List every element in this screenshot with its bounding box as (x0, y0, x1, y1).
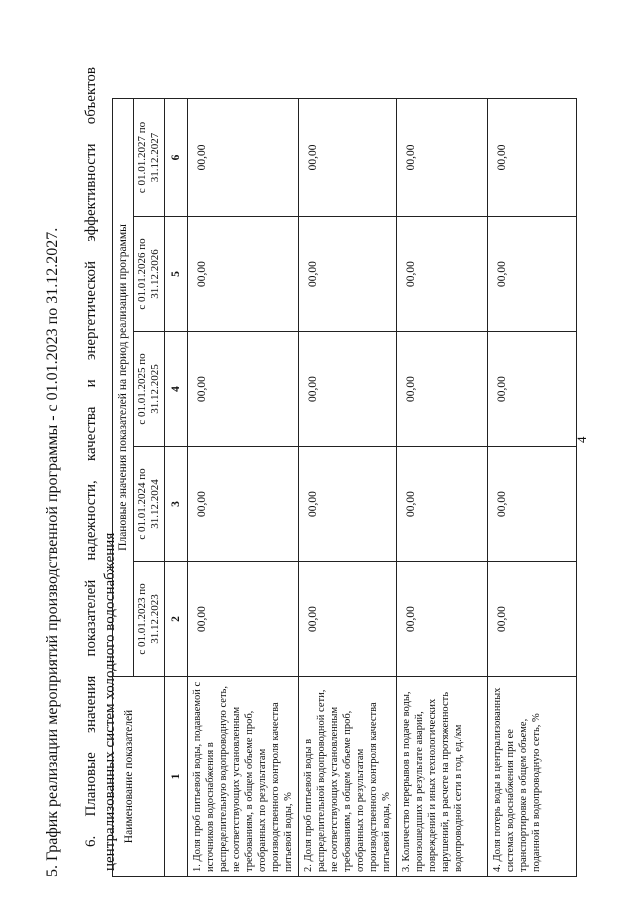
indicator-value: 00,00 (299, 332, 397, 447)
indicator-value: 00,00 (488, 98, 577, 216)
section-6-line-1 (82, 67, 101, 847)
section-5-title: 5. График реализации мероприятий производственной программы - с 01.01.2023 по 31.12.2027. (44, 227, 61, 877)
header-period: с 01.01.2026 по 31.12.2026 (134, 217, 165, 332)
header-period: с 01.01.2024 по 31.12.2024 (134, 447, 165, 562)
section-6-word: эффективности (83, 143, 99, 242)
column-number: 3 (165, 447, 188, 562)
header-period: с 01.01.2023 по 31.12.2023 (134, 562, 165, 677)
indicator-value: 00,00 (488, 562, 577, 677)
indicator-value: 00,00 (188, 332, 299, 447)
column-number: 5 (165, 217, 188, 332)
section-6-word: энергетической (83, 260, 99, 361)
header-planned-values: Плановые значения показателей на период реализации программы (113, 98, 134, 676)
section-6-word: надежности, (83, 480, 99, 561)
section-6-word: показателей (83, 579, 99, 657)
header-period: с 01.01.2027 по 31.12.2027 (134, 98, 165, 216)
indicator-value: 00,00 (397, 332, 488, 447)
indicator-value: 00,00 (299, 217, 397, 332)
column-number-row (165, 98, 188, 876)
column-number: 2 (165, 562, 188, 677)
indicator-value: 00,00 (397, 217, 488, 332)
section-6-line-2: централизованных систем холодного водоснабжения (102, 532, 118, 871)
indicator-name: 3. Количество перерывов в подаче воды, произошедших в результате аварий, повреждений и иных технологических нарушений, в расчете на протяженность водопроводной сети в год, ед./км (397, 677, 488, 877)
indicator-value: 00,00 (488, 217, 577, 332)
indicator-name: 2. Доля проб питьевой воды в распределительной водопроводной сети, не соответствующих установленным требованиям, в общем объеме проб, отобранных по результатам производственного контроля качества питьевой воды, % (299, 677, 397, 877)
indicators-table (112, 98, 577, 877)
column-number: 6 (165, 98, 188, 216)
indicator-value: 00,00 (397, 98, 488, 216)
section-6-word: качества (83, 406, 99, 462)
table-row (488, 98, 577, 876)
indicator-value: 00,00 (299, 447, 397, 562)
indicator-value: 00,00 (299, 562, 397, 677)
table-row (188, 98, 299, 876)
page-number: 4 (574, 436, 589, 443)
indicator-name: 1. Доля проб питьевой воды, подаваемой с источников водоснабжения в распределительную водопроводную сеть, не соответствующих установленным требованиям, в общем объеме проб, отобранных по результатам производственного контроля качества питьевой воды, % (188, 677, 299, 877)
header-indicator-name: Наименование показателей (113, 677, 165, 877)
section-6-word: объектов (83, 67, 99, 125)
section-6-word: значения (83, 675, 99, 733)
table-row (299, 98, 397, 876)
section-6-word: Плановые (83, 752, 99, 817)
indicator-value: 00,00 (488, 332, 577, 447)
indicator-name: 4. Доля потерь воды в централизованных системах водоснабжения при ее транспортировке в общем объеме, поданной в водопроводную сеть, % (488, 677, 577, 877)
section-6-word: 6. (83, 835, 99, 847)
indicator-value: 00,00 (188, 217, 299, 332)
indicator-value: 00,00 (397, 562, 488, 677)
indicator-value: 00,00 (188, 98, 299, 216)
table-row (397, 98, 488, 876)
indicator-value: 00,00 (397, 447, 488, 562)
indicator-value: 00,00 (188, 447, 299, 562)
indicator-value: 00,00 (188, 562, 299, 677)
column-number: 1 (165, 677, 188, 877)
indicator-value: 00,00 (299, 98, 397, 216)
indicator-value: 00,00 (488, 447, 577, 562)
column-number: 4 (165, 332, 188, 447)
header-period: с 01.01.2025 по 31.12.2025 (134, 332, 165, 447)
section-6-word: и (83, 379, 99, 388)
